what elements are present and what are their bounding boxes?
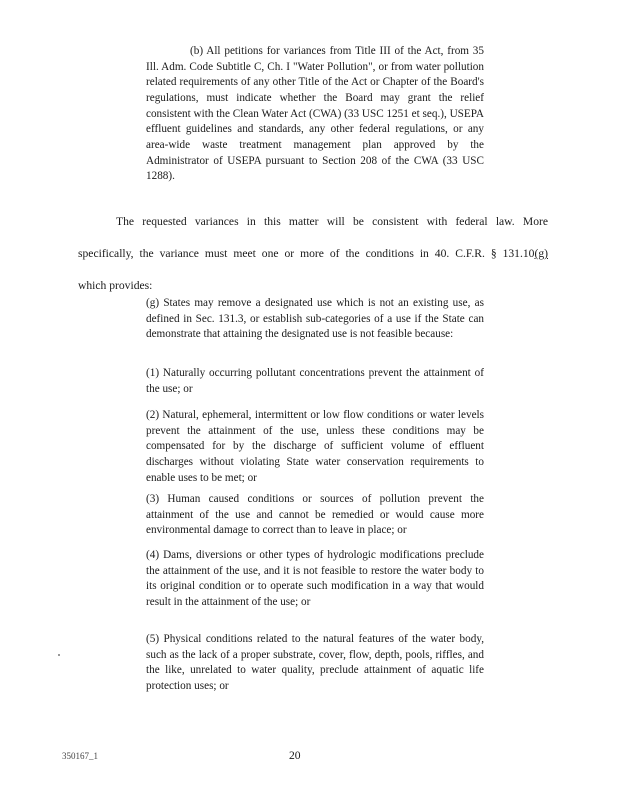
body-line-3: which provides: — [78, 279, 153, 292]
quote-intro: (g) States may remove a designated use which is not an existing use, as defined in Sec. 131.3, or establish sub-categories of a use if the State can demonstrate that attaining the designated use is not feasible because: — [146, 297, 484, 341]
quote-item-3: (3) Human caused conditions or sources of pollution prevent the attainment of the use and cannot be remedied or would cause more environmental damage to correct than to leave in place; or — [146, 493, 484, 537]
body-line-2 — [78, 246, 548, 262]
quote-item-4: (4) Dams, diversions or other types of hydrologic modifications preclude the attainment of the use, and it is not feasible to restore the water body to its original condition or to operate such modification in a way that would result in the attainment of the use; or — [146, 549, 484, 609]
document-id: 350167_1 — [62, 751, 98, 761]
quote-item-2: (2) Natural, ephemeral, intermittent or low flow conditions or water levels prevent the attainment of the use, unless these conditions may be compensated for by the discharge of sufficient volume of effluent discharges without violating State water conservation requirements to enable uses to be met; or — [146, 409, 484, 484]
body-line-2-text: specifically, the variance must meet one or more of the conditions in 40. C.F.R. § 131.10 — [78, 247, 535, 260]
quote-item-1: (1) Naturally occurring pollutant concentrations prevent the attainment of the use; or — [146, 367, 484, 395]
quote-item-5: (5) Physical conditions related to the natural features of the water body, such as the lack of a proper substrate, cover, flow, depth, pools, riffles, and the like, unrelated to water quality, preclude attainment of aquatic life protection uses; or — [146, 633, 484, 693]
scan-artifact — [58, 654, 60, 656]
body-line-1: The requested variances in this matter will be consistent with federal law. More — [116, 215, 548, 228]
regulation-paragraph-b: (b) All petitions for variances from Title III of the Act, from 35 Ill. Adm. Code Subtitle C, Ch. I "Water Pollution", or from water pollution related requirements of any other Title of the Act or Chapter of the Board's regulations, must indicate whether the Board may grant the relief consistent with the Clean Water Act (CWA) (33 USC 1251 et seq.), USEPA effluent guidelines and standards, any other federal regulations, or any area-wide waste treatment management plan approved by the Administrator of USEPA pursuant to Section 208 of the CWA (33 USC 1288). — [146, 45, 484, 183]
citation-subsection: (g) — [534, 247, 548, 260]
page-number: 20 — [289, 749, 301, 762]
